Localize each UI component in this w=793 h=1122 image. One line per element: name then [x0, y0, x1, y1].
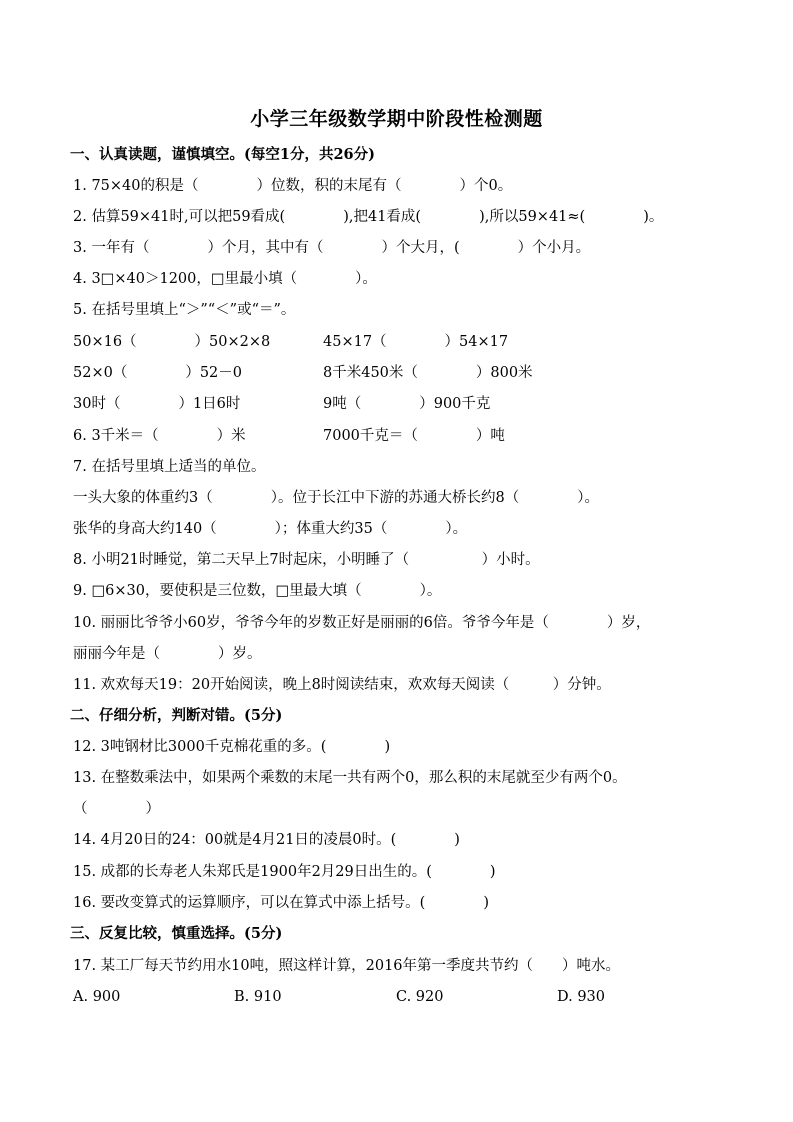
question-12: 12. 3吨钢材比3000千克棉花重的多。( )	[73, 739, 391, 755]
option-a: A. 900	[73, 989, 121, 1005]
question-10-cont: 丽丽今年是（ ）岁。	[73, 646, 262, 662]
question-2: 2. 估算59×41时,可以把59看成( ),把41看成( ),所以59×41≈( )。	[73, 209, 664, 225]
question-14: 14. 4月20日的24：00就是4月21日的凌晨0时。( )	[73, 832, 460, 848]
question-7-line-2: 张华的身高大约140（ ）；体重大约35（ ）。	[73, 521, 468, 537]
question-11: 11. 欢欢每天19：20开始阅读，晚上8时阅读结束，欢欢每天阅读（ ）分钟。	[73, 677, 611, 693]
question-8: 8. 小明21时睡觉，第二天早上7时起床，小明睡了（ ）小时。	[73, 552, 540, 568]
question-7: 7. 在括号里填上适当的单位。	[73, 459, 266, 475]
section-heading-fill-blank: 一、认真读题，谨慎填空。(每空1分，共26分)	[70, 146, 375, 163]
question-13-blank: （ ）	[73, 801, 160, 817]
compare-item: 8千米450米（ ）800米	[323, 365, 533, 381]
question-6a: 6. 3千米＝（ ）米	[73, 428, 246, 444]
question-4: 4. 3□×40＞1200，□里最小填（ ）。	[73, 271, 377, 287]
compare-item: 45×17（ ）54×17	[323, 334, 509, 350]
section-heading-multiple-choice: 三、反复比较，慎重选择。(5分)	[70, 925, 283, 942]
question-13: 13. 在整数乘法中，如果两个乘数的末尾一共有两个0，那么积的末尾就至少有两个0。	[73, 770, 627, 786]
question-5: 5. 在括号里填上“＞”“＜”或“＝”。	[73, 302, 296, 318]
question-9: 9. □6×30，要使积是三位数，□里最大填（ ）。	[73, 583, 442, 599]
compare-item: 30时（ ）1日6时	[73, 396, 241, 412]
question-15: 15. 成都的长寿老人朱郑氏是1900年2月29日出生的。( )	[73, 864, 496, 880]
compare-item: 50×16（ ）50×2×8	[73, 334, 271, 350]
question-6b: 7000千克＝（ ）吨	[323, 428, 505, 444]
question-10: 10. 丽丽比爷爷小60岁，爷爷今年的岁数正好是丽丽的6倍。爷爷今年是（ ）岁，	[73, 615, 651, 631]
question-3: 3. 一年有（ ）个月，其中有（ ）个大月，( ）个小月。	[73, 240, 591, 256]
option-d: D. 930	[557, 989, 606, 1005]
question-1: 1. 75×40的积是（ ）位数，积的末尾有（ ）个0。	[73, 178, 513, 194]
question-7-line-1: 一头大象的体重约3（ ）。位于长江中下游的苏通大桥长约8（ ）。	[73, 490, 599, 506]
compare-item: 52×0（ ）52－0	[73, 365, 243, 381]
option-c: C. 920	[396, 989, 444, 1005]
option-b: B. 910	[234, 989, 282, 1005]
question-17: 17. 某工厂每天节约用水10吨，照这样计算，2016年第一季度共节约（ ）吨水。	[73, 958, 621, 974]
question-16: 16. 要改变算式的运算顺序，可以在算式中添上括号。( )	[73, 895, 489, 911]
page-title: 小学三年级数学期中阶段性检测题	[250, 108, 543, 130]
compare-item: 9吨（ ）900千克	[323, 396, 491, 412]
section-heading-true-false: 二、仔细分析，判断对错。(5分)	[70, 707, 283, 724]
